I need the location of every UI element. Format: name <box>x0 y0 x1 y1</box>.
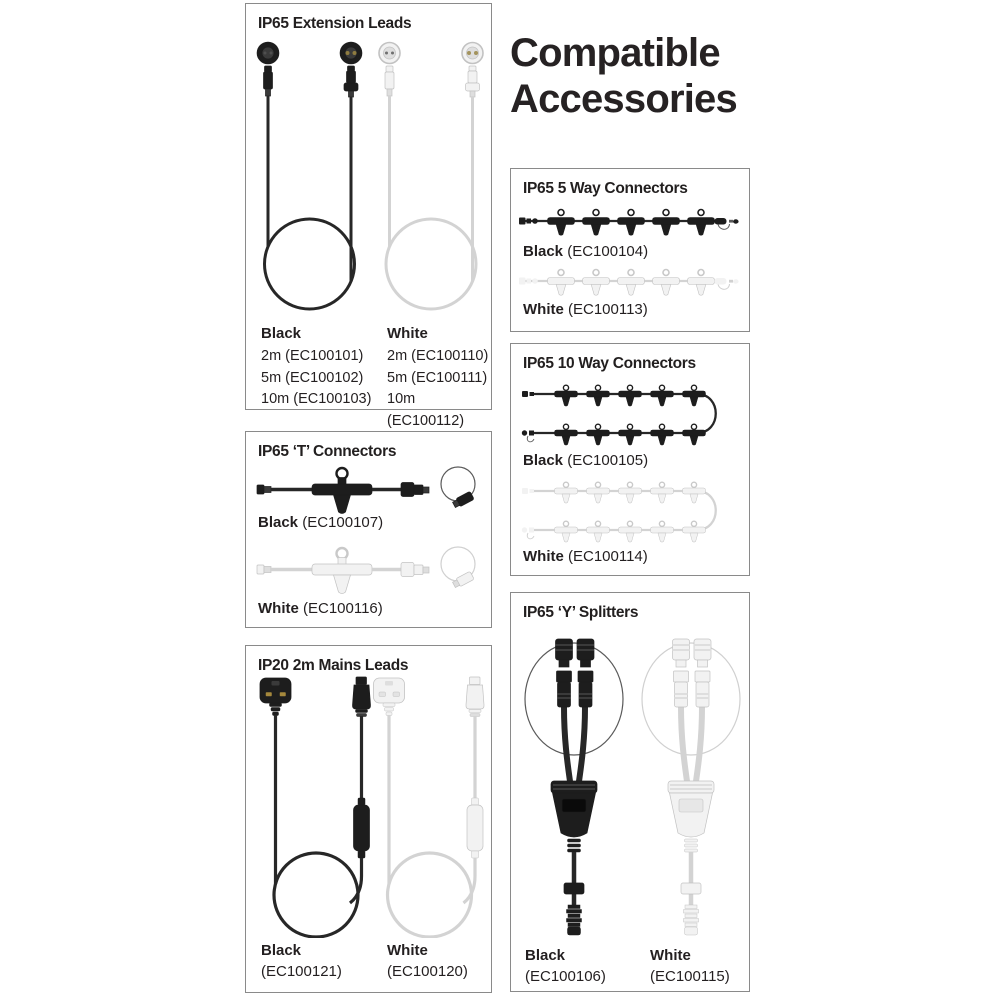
section-10-way-connectors <box>510 343 750 576</box>
page-title-line1: Compatible <box>510 31 720 75</box>
variant-label-black <box>523 452 648 469</box>
variant-label-black <box>258 514 383 531</box>
y-splitters-illustration <box>511 631 751 937</box>
mains-lead-black-graphic <box>260 677 371 937</box>
product-item: 5m (EC100111) <box>387 369 488 386</box>
mains-lead-white-graphic <box>374 677 485 937</box>
extension-leads-illustration <box>246 40 493 312</box>
mains-leads-illustration <box>246 676 493 938</box>
variant-name: White <box>387 942 428 959</box>
10-way-black-graphic <box>522 385 716 445</box>
section-mains-leads <box>245 645 492 993</box>
variant-label-white <box>258 600 383 617</box>
product-item: 10m (EC100103) <box>261 391 372 407</box>
product-item: 2m (EC100110) <box>387 348 489 364</box>
section-heading: IP65 5 Way Connectors <box>523 180 688 197</box>
product-code: (EC100115) <box>650 968 730 985</box>
product-code: (EC100107) <box>302 514 384 531</box>
product-code: (EC100113) <box>568 301 648 318</box>
section-heading: IP20 2m Mains Leads <box>258 657 409 674</box>
variant-name: White <box>387 325 428 342</box>
product-code: (EC100114) <box>568 548 648 565</box>
page-title <box>510 30 737 122</box>
page-title-line2: Accessories <box>510 77 737 121</box>
product-code: (EC100106) <box>525 968 606 985</box>
variant-name: White <box>650 947 691 964</box>
section-heading: IP65 Extension Leads <box>258 15 412 32</box>
variant-label-black <box>261 940 342 982</box>
t-connector-white-graphic <box>257 547 475 594</box>
y-splitter-black-graphic <box>525 639 623 935</box>
section-t-connectors <box>245 431 492 628</box>
section-heading: IP65 ‘T’ Connectors <box>258 443 397 460</box>
variant-name: Black <box>258 514 299 531</box>
extension-lead-white-graphic <box>379 43 483 310</box>
10-way-black-illustration <box>519 381 743 451</box>
variant-label-white <box>387 940 468 982</box>
variant-name: Black <box>261 325 302 342</box>
variant-label-black <box>523 243 648 260</box>
t-connector-black-graphic <box>257 467 475 514</box>
variant-name: White <box>523 301 564 318</box>
section-extension-leads <box>245 3 492 429</box>
variant-label-black <box>525 945 606 987</box>
5-way-black-graphic <box>519 210 739 236</box>
product-item: 5m (EC100102) <box>261 369 364 386</box>
variant-name: White <box>258 600 299 617</box>
t-connector-black-illustration <box>249 460 489 516</box>
product-code: (EC100116) <box>303 600 383 617</box>
5-way-white-graphic <box>519 270 739 296</box>
variant-name: Black <box>525 947 566 964</box>
variant-column-black <box>261 324 371 411</box>
section-heading: IP65 10 Way Connectors <box>523 355 696 372</box>
variant-name: Black <box>261 942 302 959</box>
product-code: (EC100105) <box>567 452 649 469</box>
section-y-splitters <box>510 592 750 992</box>
variant-label-white <box>523 548 648 565</box>
product-code: (EC100120) <box>387 963 468 980</box>
5-way-white-illustration <box>517 260 745 302</box>
variant-label-white <box>523 301 648 318</box>
variant-name: White <box>523 548 564 565</box>
product-code: (EC100104) <box>567 243 649 260</box>
variant-label-white <box>650 945 730 987</box>
variant-name: Black <box>523 452 564 469</box>
10-way-white-illustration <box>519 478 743 548</box>
extension-lead-black-graphic <box>258 43 362 310</box>
product-item: 2m (EC100101) <box>261 348 364 364</box>
variant-column-white <box>387 324 491 432</box>
variant-name: Black <box>523 243 564 260</box>
10-way-white-graphic <box>522 482 716 542</box>
t-connector-white-illustration <box>249 540 489 596</box>
product-item: 10m (EC100112) <box>387 391 465 429</box>
section-heading: IP65 ‘Y’ Splitters <box>523 604 639 621</box>
product-code: (EC100121) <box>261 963 342 980</box>
section-5-way-connectors <box>510 168 750 332</box>
5-way-black-illustration <box>517 200 745 242</box>
y-splitter-white-graphic <box>642 639 740 935</box>
